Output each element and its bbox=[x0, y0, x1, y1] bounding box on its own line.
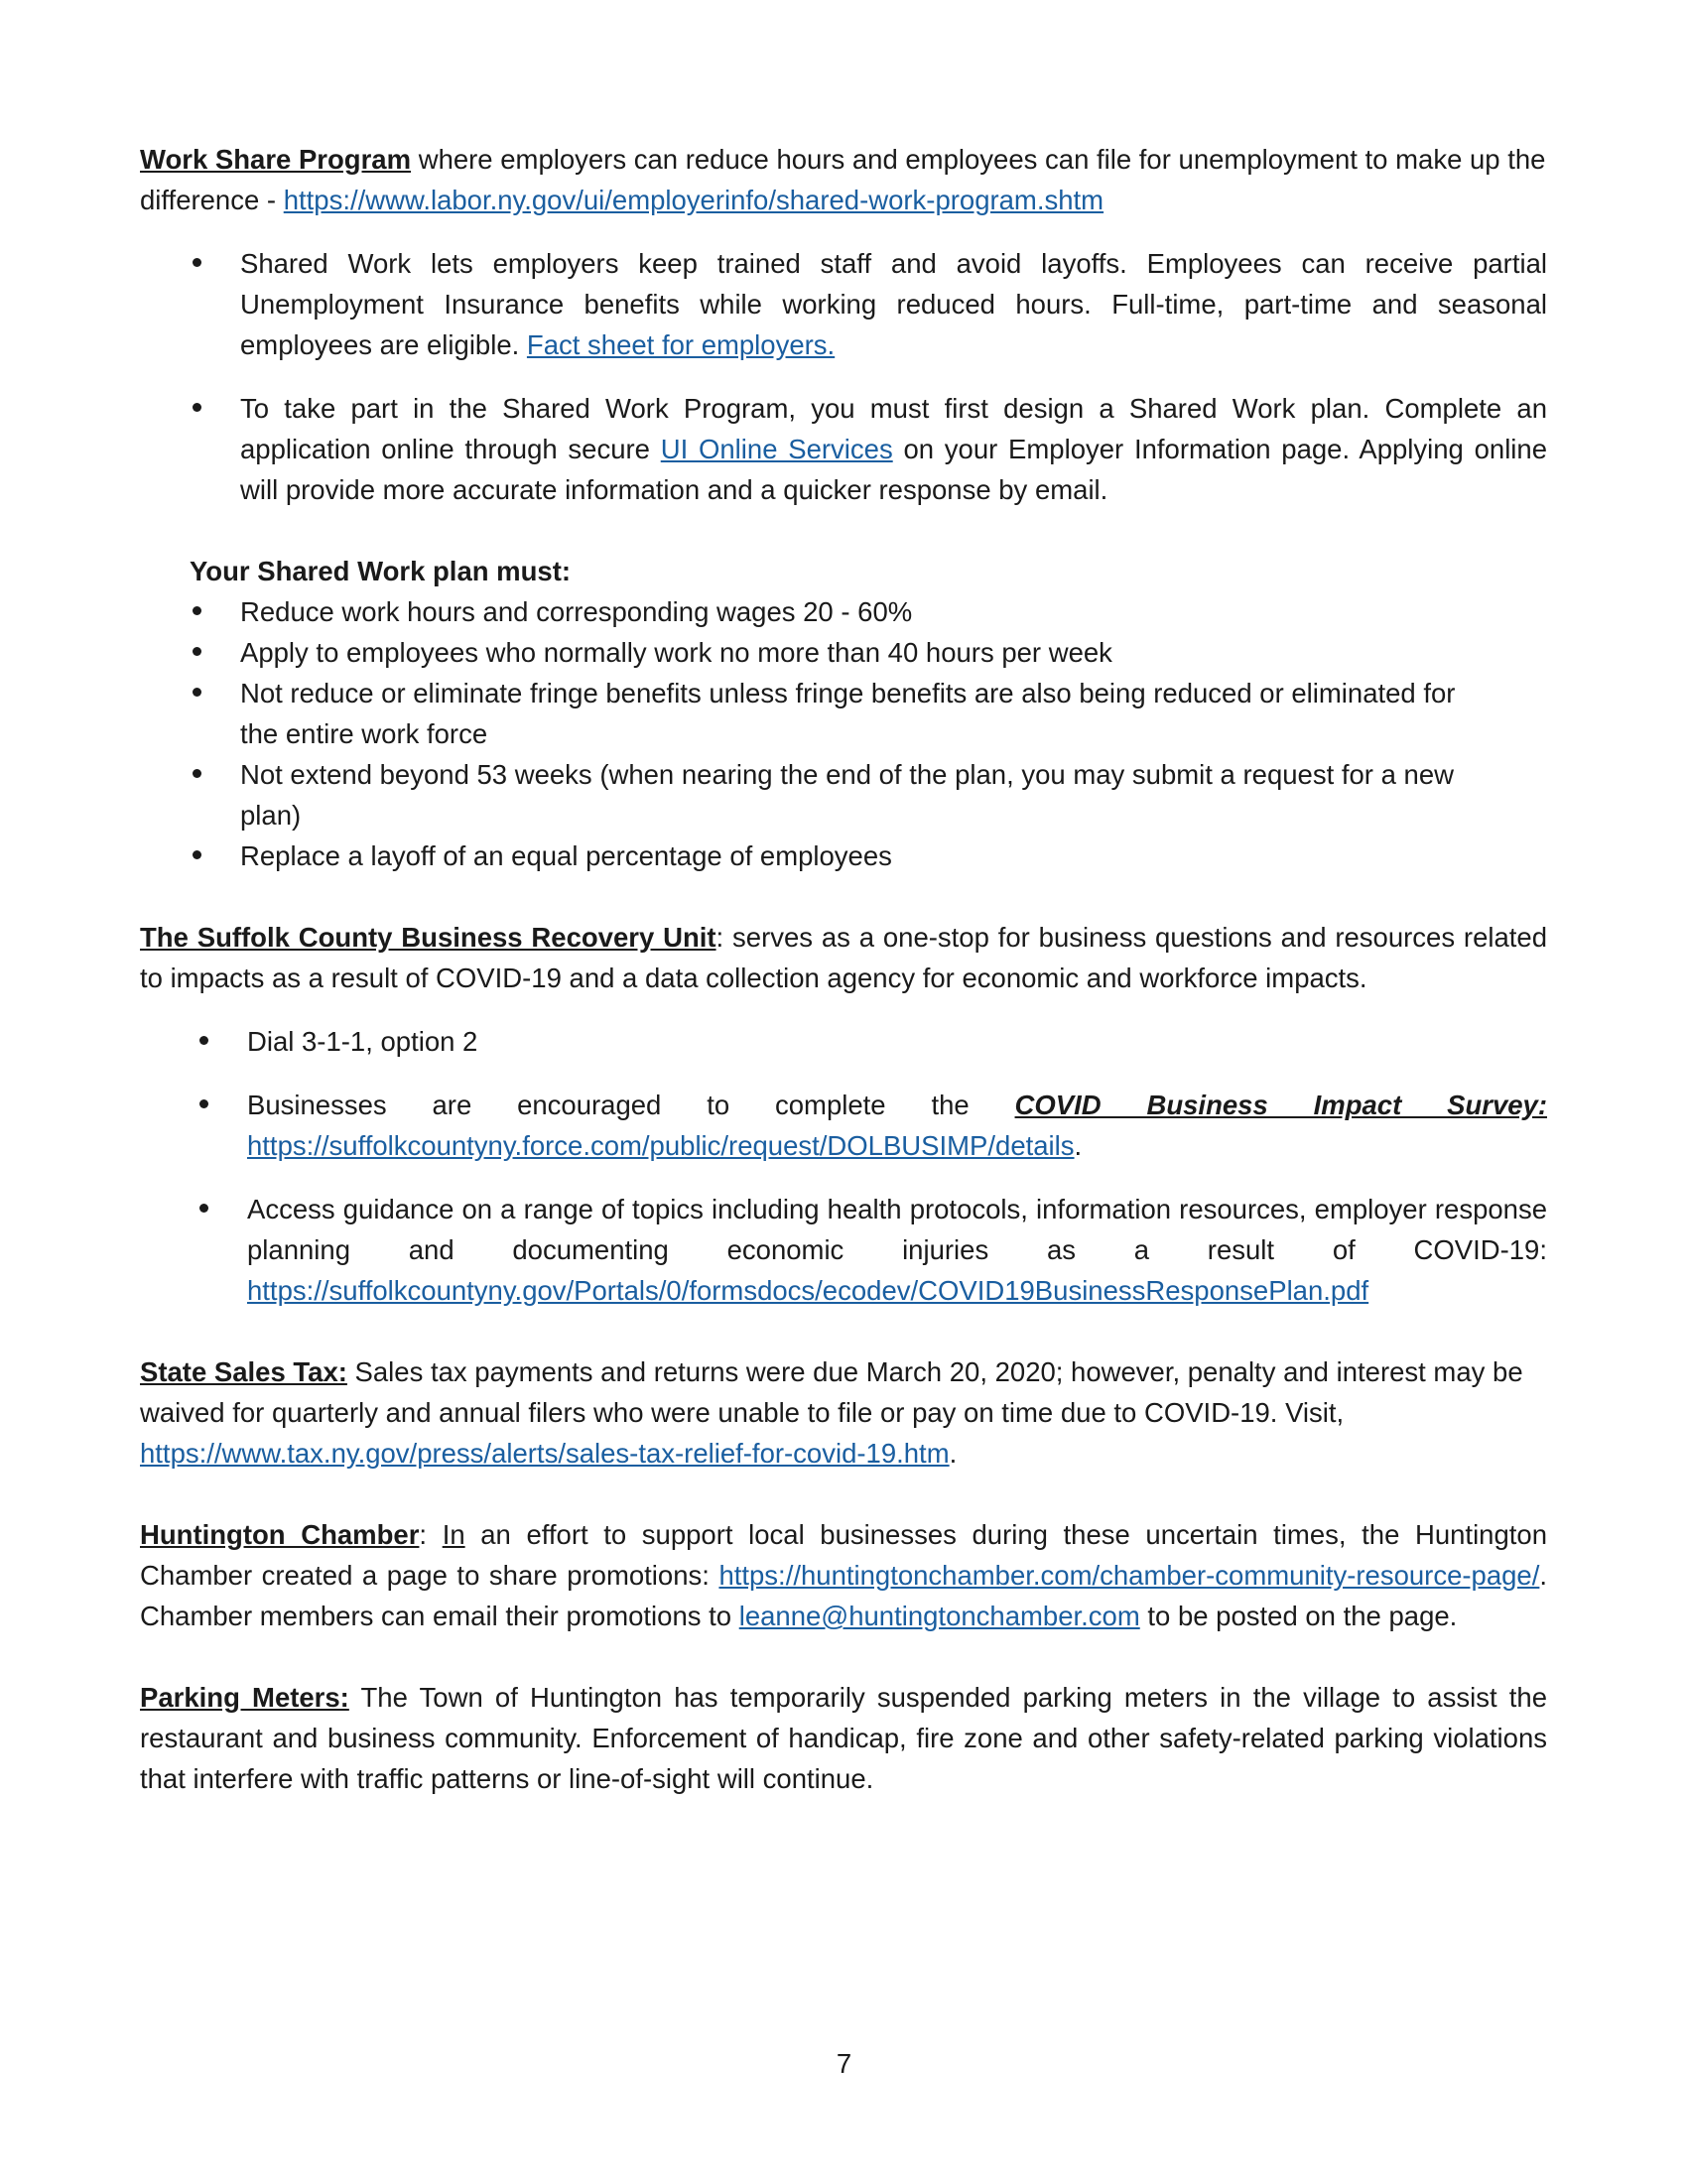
parking-text: The Town of Huntington has temporarily suspended parking meters in the village to assist the restaurant and business community. Enforcement of handicap, fire zone and other safety-related parking violations that interfere with traffic patterns or line-of-sight will continue. bbox=[140, 1682, 1547, 1794]
suffolk-bullet1: Dial 3-1-1, option 2 bbox=[247, 1026, 478, 1057]
plan-list bbox=[140, 591, 1547, 876]
chamber-resource-link[interactable]: https://huntingtonchamber.com/chamber-community-resource-page/ bbox=[718, 1560, 1540, 1591]
suffolk-paragraph bbox=[140, 917, 1547, 998]
covid-survey-title: COVID Business Impact Survey: bbox=[1014, 1090, 1547, 1120]
plan-item: Not reduce or eliminate fringe benefits unless fringe benefits are also being reduced or eliminated for the entire work force bbox=[240, 678, 1456, 749]
sales-tax-text: Sales tax payments and returns were due March 20, 2020; however, penalty and interest may be waived for quarterly and annual filers who were unable to file or pay on time due to COVID-19. Visit, bbox=[140, 1356, 1523, 1428]
parking-heading: Parking Meters: bbox=[140, 1682, 349, 1713]
list-item-continued bbox=[247, 1125, 1547, 1166]
suffolk-heading: The Suffolk County Business Recovery Unit bbox=[140, 922, 716, 953]
page-content bbox=[140, 139, 1547, 1799]
suffolk-intro: : serves as a one-stop for business questions and resources related to impacts as a result of COVID-19 and a data collection agency for economic and workforce impacts. bbox=[140, 922, 1547, 993]
list-item bbox=[240, 591, 1547, 632]
work-share-link[interactable]: https://www.labor.ny.gov/ui/employerinfo/shared-work-program.shtm bbox=[283, 185, 1104, 215]
bullet-icon bbox=[193, 647, 201, 656]
list-item bbox=[247, 1021, 1547, 1062]
bullet-icon bbox=[193, 850, 201, 859]
huntington-heading: Huntington Chamber bbox=[140, 1519, 420, 1550]
huntington-end: to be posted on the page. bbox=[1139, 1601, 1458, 1631]
parking-paragraph bbox=[140, 1677, 1547, 1799]
work-share-heading: Work Share Program bbox=[140, 144, 412, 175]
business-response-plan-link[interactable]: https://suffolkcountyny.gov/Portals/0/formsdocs/ecodev/COVID19BusinessResponsePlan.pdf bbox=[247, 1275, 1369, 1306]
huntington-in-word: In bbox=[442, 1519, 465, 1550]
bullet-icon bbox=[199, 1099, 208, 1108]
huntington-colon: : bbox=[419, 1519, 443, 1550]
list-item bbox=[240, 754, 1547, 835]
bullet-icon bbox=[199, 1204, 208, 1213]
list-item bbox=[240, 673, 1547, 754]
list-item bbox=[247, 1085, 1547, 1125]
suffolk-bullet2-end: . bbox=[1074, 1130, 1083, 1161]
sales-tax-link[interactable]: https://www.tax.ny.gov/press/alerts/sales-tax-relief-for-covid-19.htm bbox=[140, 1438, 950, 1469]
work-share-bullets bbox=[140, 243, 1547, 510]
bullet-icon bbox=[193, 403, 201, 412]
list-item bbox=[240, 388, 1547, 510]
list-item bbox=[240, 243, 1547, 365]
sales-tax-heading: State Sales Tax: bbox=[140, 1356, 347, 1387]
suffolk-bullet2-pre: Businesses are encouraged to complete the bbox=[247, 1090, 1015, 1120]
bullet-icon bbox=[193, 606, 201, 615]
list-item bbox=[240, 835, 1547, 876]
bullet-icon bbox=[193, 769, 201, 778]
plan-item: Reduce work hours and corresponding wages 20 - 60% bbox=[240, 596, 913, 627]
sales-tax-paragraph bbox=[140, 1351, 1547, 1474]
bullet-icon bbox=[193, 258, 201, 267]
work-share-bullet2-pre: To take part in the Shared Work Program, you must first design a Shared Work plan. Complete an application online through secure bbox=[240, 393, 1547, 464]
list-item bbox=[240, 632, 1547, 673]
chamber-email-link[interactable]: leanne@huntingtonchamber.com bbox=[738, 1601, 1140, 1631]
huntington-text: an effort to support local businesses during these uncertain times, the Huntington Chamber created a page to share promotions: bbox=[140, 1519, 1547, 1591]
work-share-bullet1-text: Shared Work lets employers keep trained staff and avoid layoffs. Employees can receive partial Unemployment Insurance benefits while working reduced hours. Full-time, part-time and seasonal employees are eligible. bbox=[240, 248, 1547, 360]
work-share-bullet2-post: on your Employer Information page. Applying online will provide more accurate information and a quicker response by email. bbox=[240, 434, 1547, 505]
work-share-intro: where employers can reduce hours and employees can file for unemployment to make up the difference - bbox=[140, 144, 1546, 215]
sales-tax-end: . bbox=[949, 1438, 958, 1469]
huntington-mid: . Chamber members can email their promotions to bbox=[140, 1560, 1547, 1631]
work-share-paragraph bbox=[140, 139, 1547, 220]
plan-item: Not extend beyond 53 weeks (when nearing the end of the plan, you may submit a request for a new plan) bbox=[240, 759, 1454, 831]
list-item bbox=[247, 1189, 1547, 1311]
suffolk-bullets bbox=[140, 1021, 1547, 1311]
fact-sheet-link[interactable]: Fact sheet for employers. bbox=[526, 329, 836, 360]
plan-item: Apply to employees who normally work no more than 40 hours per week bbox=[240, 637, 1112, 668]
plan-title: Your Shared Work plan must: bbox=[190, 556, 572, 586]
page-number: 7 bbox=[836, 2048, 852, 2079]
suffolk-bullet3-text: Access guidance on a range of topics including health protocols, information resources, employer response planning and documenting economic injuries as a result of COVID-19: bbox=[247, 1194, 1547, 1265]
plan-item: Replace a layoff of an equal percentage of employees bbox=[240, 840, 892, 871]
bullet-icon bbox=[193, 688, 201, 697]
bullet-icon bbox=[199, 1036, 208, 1045]
huntington-paragraph bbox=[140, 1514, 1547, 1636]
ui-online-services-link[interactable]: UI Online Services bbox=[660, 434, 893, 464]
covid-survey-link[interactable]: https://suffolkcountyny.force.com/public/request/DOLBUSIMP/details bbox=[247, 1130, 1075, 1161]
